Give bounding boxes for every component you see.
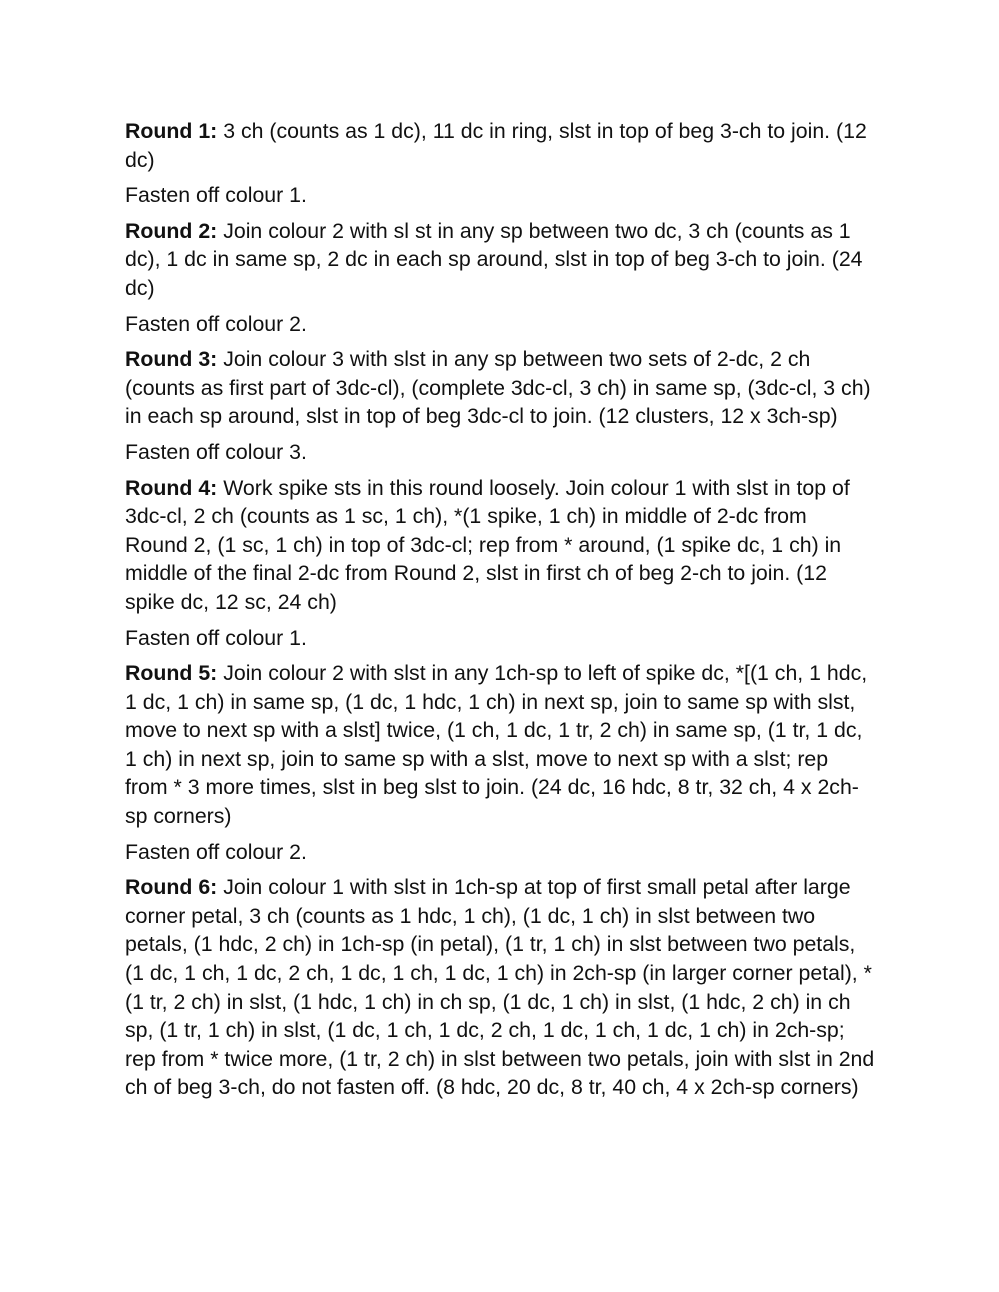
fasten-off-note-3: Fasten off colour 3. — [125, 439, 307, 464]
round-3-instruction — [125, 345, 875, 431]
round-2-text: Join colour 2 with sl st in any sp between two dc, 3 ch (counts as 1 dc), 1 dc in same sp, 2 dc in each sp around, slst in top of beg 3-ch to join. (24 dc) — [125, 218, 863, 300]
round-4-label: Round 4: — [125, 475, 218, 500]
pattern-instructions — [125, 117, 875, 1109]
round-5-instruction — [125, 659, 875, 831]
round-2-label: Round 2: — [125, 218, 218, 243]
round-2-instruction — [125, 217, 875, 303]
fasten-off-note-4: Fasten off colour 1. — [125, 625, 307, 650]
round-3-text: Join colour 3 with slst in any sp between two sets of 2-dc, 2 ch (counts as first part of 3dc-cl), (complete 3dc-cl, 3 ch) in same sp, (3dc-cl, 3 ch) in each sp around, slst in top of beg 3dc-cl to join. (12 clusters, 12 x 3ch-sp) — [125, 347, 871, 429]
round-5-label: Round 5: — [125, 661, 218, 686]
round-3-label: Round 3: — [125, 347, 218, 372]
round-6-text: Join colour 1 with slst in 1ch-sp at top of first small petal after large corner petal, 3 ch (counts as 1 hdc, 1 ch), (1 dc, 1 ch) in slst between two petals, (1 hdc, 2 ch) in 1ch-sp (in petal), (1 tr, 1 ch) in slst between two petals, (1 dc, 1 ch, 1 dc, 2 ch, 1 dc, 1 ch, 1 dc, 1 ch) in 2ch-sp (in larger corner petal), *(1 tr, 2 ch) in slst, (1 hdc, 1 ch) in ch sp, (1 dc, 1 ch) in slst, (1 hdc, 2 ch) in ch sp, (1 tr, 1 ch) in slst, (1 dc, 1 ch, 1 dc, 2 ch, 1 dc, 1 ch, 1 dc, 1 ch) in 2ch-sp; rep from * twice more, (1 tr, 2 ch) in slst between two petals, join with slst in 2nd ch of beg 3-ch, do not fasten off. (8 hdc, 20 dc, 8 tr, 40 ch, 4 x 2ch-sp corners) — [125, 875, 875, 1100]
round-6-instruction — [125, 873, 875, 1102]
fasten-off-note-1: Fasten off colour 1. — [125, 183, 307, 208]
fasten-off-note-2: Fasten off colour 2. — [125, 311, 307, 336]
round-1-text: 3 ch (counts as 1 dc), 11 dc in ring, slst in top of beg 3-ch to join. (12 dc) — [125, 119, 867, 172]
round-5-text: Join colour 2 with slst in any 1ch-sp to left of spike dc, *[(1 ch, 1 hdc, 1 dc, 1 ch) in same sp, (1 dc, 1 hdc, 1 ch) in next sp, join to same sp with slst, move to next sp with a slst] twice, (1 ch, 1 dc, 1 tr, 2 ch) in same sp, (1 tr, 1 dc, 1 ch) in next sp, join to same sp with a slst, move to next sp with a slst; rep from * 3 more times, slst in beg slst to join. (24 dc, 16 hdc, 8 tr, 32 ch, 4 x 2ch-sp corners) — [125, 661, 868, 829]
round-4-text: Work spike sts in this round loosely. Join colour 1 with slst in top of 3dc-cl, 2 ch (counts as 1 sc, 1 ch), *(1 spike, 1 ch) in middle of 2-dc from Round 2, (1 sc, 1 ch) in top of 3dc-cl; rep from * around, (1 spike dc, 1 ch) in middle of the final 2-dc from Round 2, slst in first ch of beg 2-ch to join. (12 spike dc, 12 sc, 24 ch) — [125, 475, 850, 614]
round-1-label: Round 1: — [125, 119, 218, 143]
round-4-instruction — [125, 474, 875, 617]
fasten-off-note-5: Fasten off colour 2. — [125, 839, 307, 864]
round-1-instruction — [125, 117, 875, 174]
round-6-label: Round 6: — [125, 875, 218, 900]
